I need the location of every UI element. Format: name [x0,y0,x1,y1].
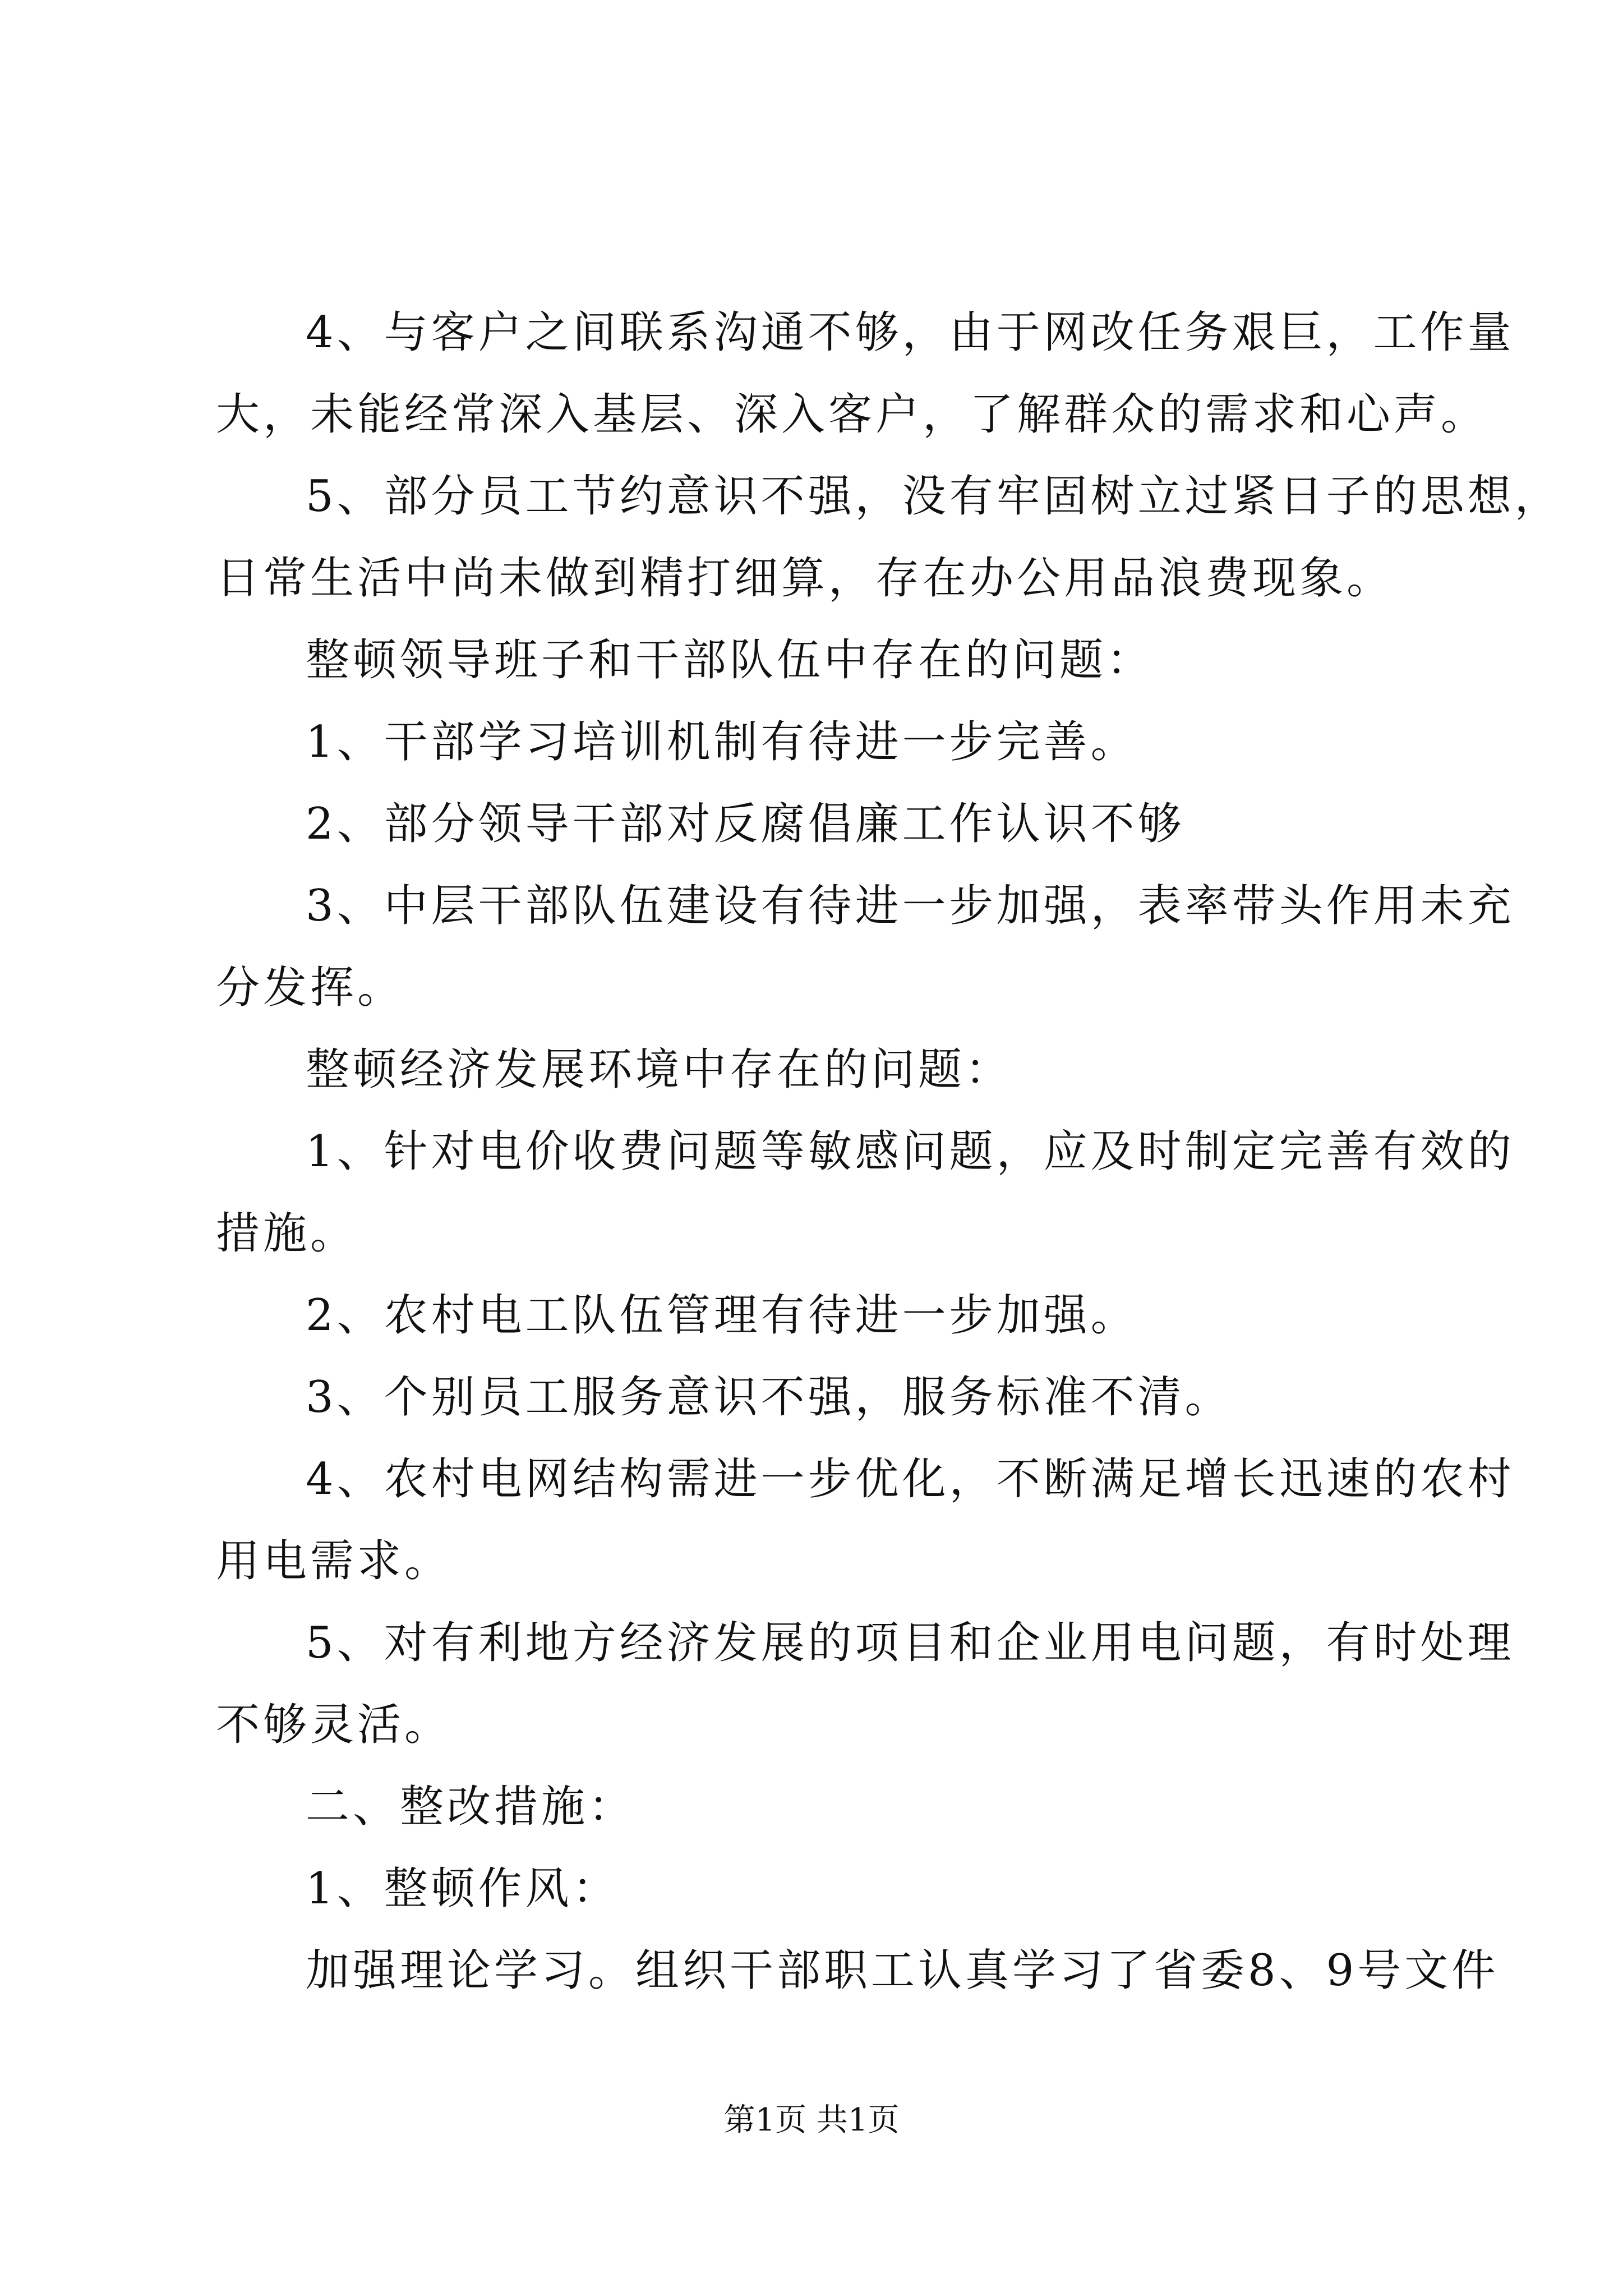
page-footer [0,2098,1623,2143]
text-line: 4、农村电网结构需进一步优化，不断满足增长迅速的农村 [306,1454,1515,1504]
text-line: 3、个别员工服务意识不强，服务标准不清。 [306,1372,1232,1423]
document-body [216,292,1562,2012]
text-line: 加强理论学习。组织干部职工认真学习了省委8、9号文件 [306,1945,1499,1996]
section-heading: 整顿领导班子和干部队伍中存在的问题： [306,635,1154,685]
text-line: 3、中层干部队伍建设有待进一步加强，表率带头作用未充 [306,881,1515,931]
text-line: 2、部分领导干部对反腐倡廉工作认识不够 [306,799,1185,849]
text-line: 2、农村电工队伍管理有待进一步加强。 [306,1290,1138,1341]
subsection-heading: 1、整顿作风： [306,1864,620,1914]
page-number: 第1页 共1页 [723,2102,900,2138]
text-line: 分发挥。 [216,963,405,1013]
text-line: 不够灵活。 [216,1700,452,1750]
text-line: 日常生活中尚未做到精打细算，存在办公用品浪费现象。 [216,553,1394,604]
text-line: 5、部分员工节约意识不强，没有牢固树立过紧日子的思想， [306,471,1562,522]
text-line: 用电需求。 [216,1536,452,1586]
section-heading: 整顿经济发展环境中存在的问题： [306,1045,1013,1095]
text-line: 5、对有利地方经济发展的项目和企业用电问题，有时处理 [306,1618,1515,1668]
text-line: 4、与客户之间联系沟通不够，由于网改任务艰巨，工作量 [306,307,1515,358]
text-line: 措施。 [216,1208,358,1259]
text-line: 1、针对电价收费问题等敏感问题，应及时制定完善有效的 [306,1126,1515,1177]
text-line: 大，未能经常深入基层、深入客户，了解群众的需求和心声。 [216,389,1488,440]
section-heading: 二、整改措施： [306,1782,636,1832]
text-line: 1、干部学习培训机制有待进一步完善。 [306,717,1138,767]
